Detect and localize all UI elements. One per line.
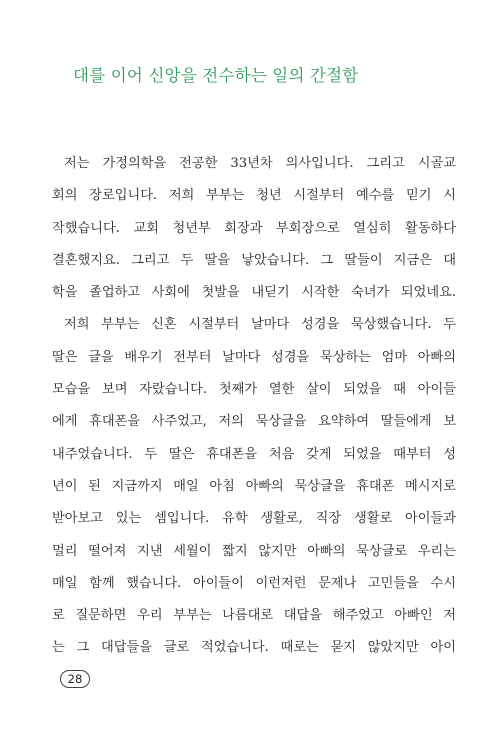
text-line: 회의 장로입니다. 저희 부부는 청년 시절부터 예수를 믿기 시: [52, 188, 456, 204]
text-line: 멀리 떨어져 지낸 세월이 짧지 않지만 아빠의 묵상글로 우리는: [52, 543, 456, 559]
text-line: 는 그 대답들을 글로 적었습니다. 때로는 묻지 않았지만 아이: [52, 640, 456, 656]
text-line: 결혼했지요. 그리고 두 딸을 낳았습니다. 그 딸들이 지금은 대: [52, 252, 456, 268]
text-line: 받아보고 있는 셈입니다. 유학 생활로, 직장 생활로 아이들과: [52, 511, 456, 527]
text-line: 년이 된 지금까지 매일 아침 아빠의 묵상글을 휴대폰 메시지로: [52, 478, 456, 494]
text-line: 작했습니다. 교회 청년부 회장과 부회장으로 열심히 활동하다: [52, 220, 456, 236]
text-line: 매일 함께 했습니다. 아이들이 이런저런 문제나 고민들을 수시: [52, 575, 456, 591]
body-text: [52, 148, 456, 665]
text-line: 에게 휴대폰을 사주었고, 저의 묵상글을 요약하여 딸들에게 보: [52, 414, 456, 430]
text-line: 내주었습니다. 두 딸은 휴대폰을 처음 갖게 되었을 때부터 성: [52, 446, 456, 462]
section-heading: 대를 이어 신앙을 전수하는 일의 간절함: [73, 66, 359, 85]
text-line: 로 질문하면 우리 부부는 나름대로 대답을 해주었고 아빠인 저: [52, 608, 456, 624]
text-line: 딸은 글을 배우기 전부터 날마다 성경을 묵상하는 엄마 아빠의: [52, 349, 456, 365]
page-number: 28: [60, 670, 90, 688]
text-line: 저희 부부는 신혼 시절부터 날마다 성경을 묵상했습니다. 두: [64, 317, 456, 333]
text-line: 학을 졸업하고 사회에 첫발을 내딛기 시작한 숙녀가 되었네요.: [52, 285, 456, 301]
text-line: 저는 가정의학을 전공한 33년차 의사입니다. 그리고 시골교: [64, 156, 456, 171]
text-line: 모습을 보며 자랐습니다. 첫째가 열한 살이 되었을 때 아이들: [52, 382, 456, 398]
